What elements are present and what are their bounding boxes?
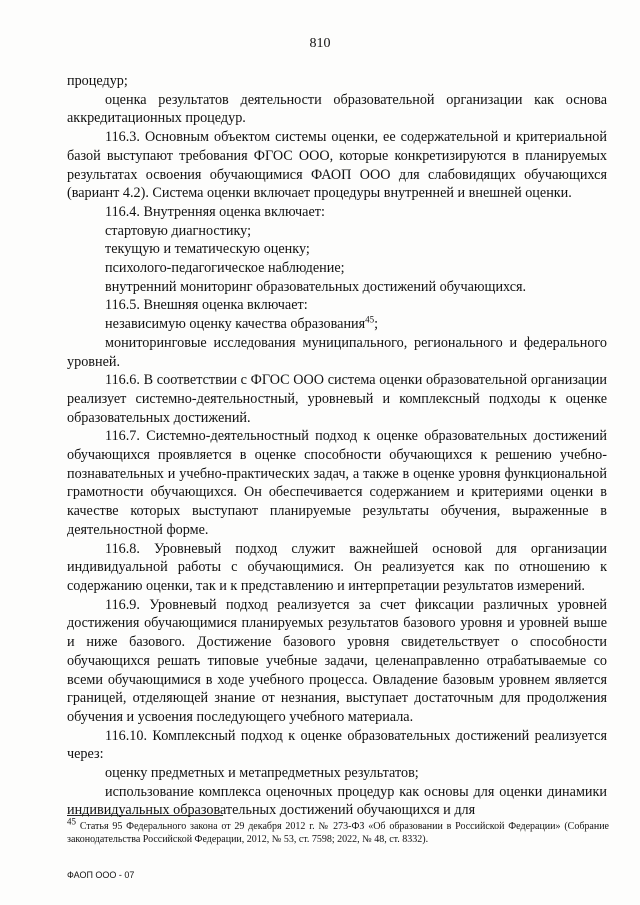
paragraph: стартовую диагностику; — [105, 222, 252, 239]
footnote-marker: 45 — [67, 816, 76, 827]
page-number: 810 — [309, 36, 331, 51]
paragraph-text: независимую оценку качества образования — [105, 316, 366, 333]
footnote-text-block — [67, 816, 609, 847]
paragraph: психолого-педагогическое наблюдение; — [105, 260, 345, 277]
paragraph: 116.10. Комплексный подход к оценке образовательных достижений реализуется через: — [67, 727, 607, 763]
paragraph: использование комплекса оценочных процедур как основы для оценки динамики индивидуальных образовательных достижений обучающихся и для — [67, 783, 607, 819]
paragraph: 116.9. Уровневый подход реализуется за счет фиксации различных уровней достижения обучающимися планируемых результатов базового уровня и уровней выше и ниже базового. Достижение базового уровня свидетельствует о способности обучающихся решать типовые учебные задачи, целенаправленно отрабатываемые со всеми обучающимися в ходе учебного процесса. Овладение базовым уровнем является границей, отделяющей знание от незнания, выступает достаточным для продолжения обучения и усвоения последующего учебного материала. — [67, 596, 607, 725]
paragraph: оценка результатов деятельности образовательной организации как основа аккредитационных процедур. — [67, 91, 607, 127]
paragraph-suffix: ; — [374, 316, 379, 333]
paragraph: 116.4. Внутренняя оценка включает: — [105, 203, 325, 220]
body-text — [67, 72, 607, 820]
paragraph: 116.7. Системно-деятельностный подход к оценке образовательных достижений обучающихся проявляется в оценке способности обучающихся к решению учебно-познавательных и учебно-практических задач, а также в оценке уровня функциональной грамотности обучающихся. Он обеспечивается содержанием и критериями оценки в качестве которых выступают планируемые результаты обучения, выраженные в деятельностной форме. — [67, 428, 607, 538]
paragraph: процедур; — [67, 73, 128, 89]
footnote-reference[interactable]: 45 — [365, 314, 375, 325]
paragraph: внутренний мониторинг образовательных достижений обучающихся. — [105, 278, 527, 295]
paragraph: 116.6. В соответствии с ФГОС ООО система оценки образовательной организации реализует системно-деятельностный, уровневый и комплексный подходы к оценке образовательных достижений. — [67, 372, 607, 426]
paragraph: текущую и тематическую оценку; — [105, 241, 310, 258]
footer-code: ФАОП ООО - 07 — [67, 870, 135, 880]
paragraph: оценку предметных и метапредметных результатов; — [105, 765, 419, 782]
paragraph: 116.5. Внешняя оценка включает: — [105, 297, 308, 314]
footnote-text: Статья 95 Федерального закона от 29 декабря 2012 г. № 273-ФЗ «Об образовании в Российской Федерации» (Собрание законодательства Российской Федерации, 2012, № 53, ст. 7598; 2022, № 48, ст. 8332). — [67, 821, 609, 846]
footnote-divider — [67, 815, 223, 816]
paragraph: 116.3. Основным объектом системы оценки, ее содержательной и критериальной базой выступают требования ФГОС ООО, которые конкретизируются в планируемых результатах освоения обучающимися ФАОП ООО для слабовидящих обучающихся (вариант 4.2). Система оценки включает процедуры внутренней и внешней оценки. — [67, 129, 607, 202]
footnote — [67, 816, 609, 847]
paragraph: мониторинговые исследования муниципального, регионального и федерального уровней. — [67, 334, 607, 370]
paragraph: 116.8. Уровневый подход служит важнейшей основой для организации индивидуальной работы с обучающимися. Он реализуется как по отношению к содержанию оценки, так и к представлению и интерпретации результатов измерений. — [67, 540, 607, 594]
paragraph-with-footnote-ref — [67, 315, 607, 334]
